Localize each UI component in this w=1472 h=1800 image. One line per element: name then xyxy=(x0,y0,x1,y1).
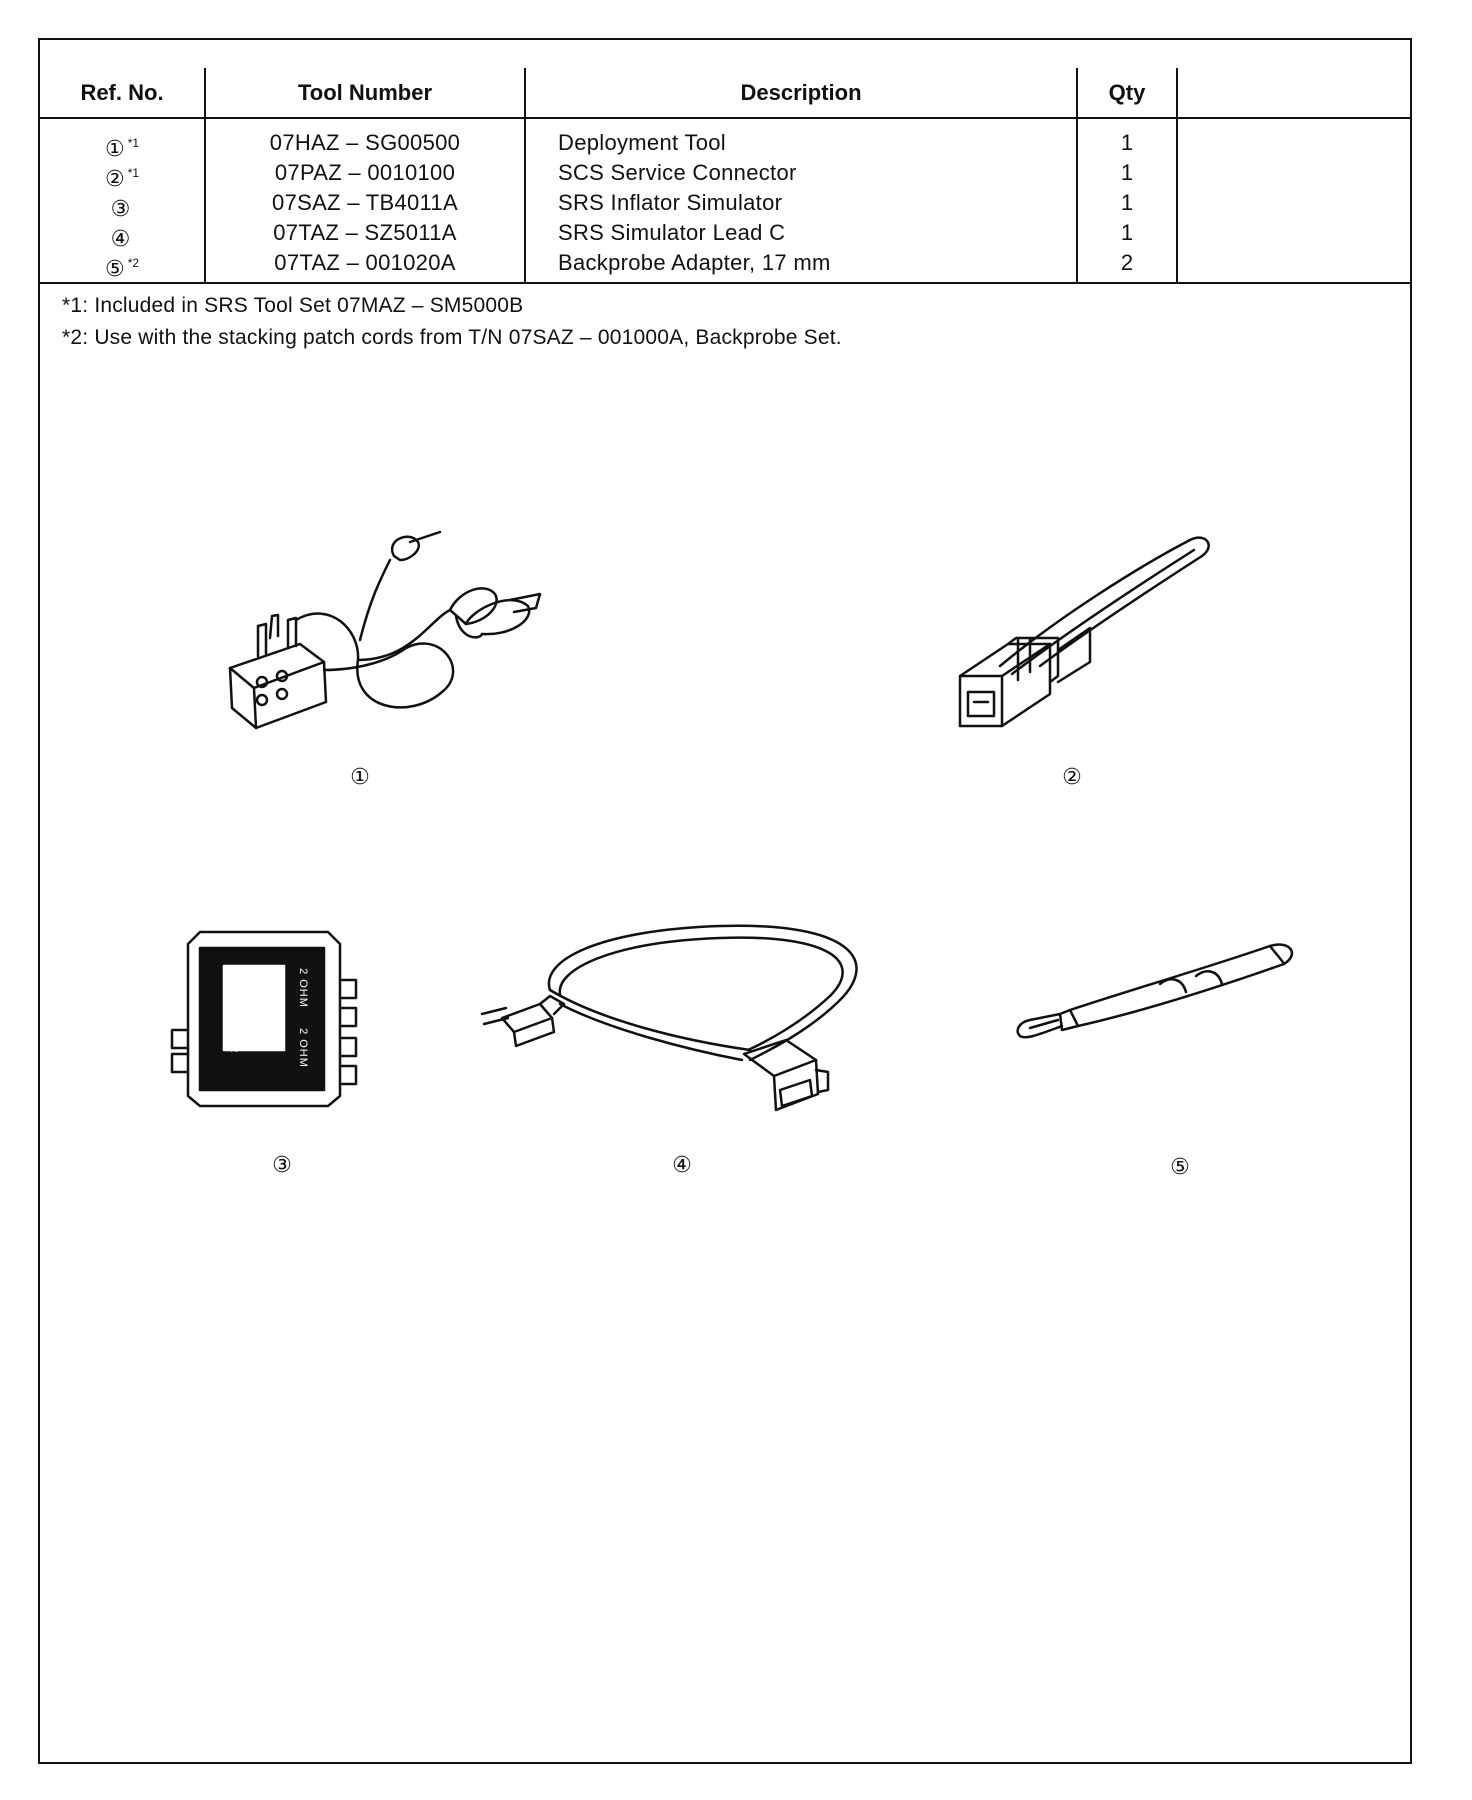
deployment-tool-illustration xyxy=(210,520,570,750)
description-cell: SRS Simulator Lead C xyxy=(558,220,786,245)
qty-cell: 1 xyxy=(1120,190,1134,215)
tool-number-cell: 07HAZ – SG00500 xyxy=(269,130,461,155)
tool-number-cell: 07TAZ – 001020A xyxy=(274,250,456,275)
ohm-text-bottom: 2 OHM xyxy=(297,1028,309,1068)
header-tool-number: Tool Number xyxy=(297,80,433,105)
table-row xyxy=(40,158,1410,191)
figure-3-label: ③ xyxy=(272,1152,292,1177)
tool-table xyxy=(40,40,1410,284)
ref-cell: ① $^{*1}$ xyxy=(104,136,140,161)
footnote-1: *1: Included in SRS Tool Set 07MAZ – SM5000B xyxy=(62,294,524,317)
ref-cell: ② $^{*1}$ xyxy=(104,166,140,191)
jumper-text: JUMPER xyxy=(228,1002,240,1054)
table-row xyxy=(40,128,1410,161)
header-divider xyxy=(40,117,1410,119)
table-row xyxy=(40,188,1410,221)
inflator-simulator-drawing xyxy=(160,920,380,1110)
header-description: Description xyxy=(740,80,862,105)
qty-cell: 1 xyxy=(1120,130,1134,155)
document-frame xyxy=(38,38,1412,1764)
description-cell: SCS Service Connector xyxy=(558,160,797,185)
description-cell: Backprobe Adapter, 17 mm xyxy=(558,250,831,275)
ref-cell: ⑤ $^{*2}$ xyxy=(104,256,140,281)
figure-2-label: ② xyxy=(1062,764,1082,789)
footnotes xyxy=(62,290,842,354)
ohm-text-top: 2 OHM xyxy=(297,968,309,1008)
table-row xyxy=(40,248,1410,281)
service-connector-illustration xyxy=(940,526,1260,756)
simulator-lead-illustration xyxy=(480,900,920,1120)
figure-5-label: ⑤ xyxy=(1170,1154,1190,1179)
figure-1-label: ① xyxy=(350,764,370,789)
qty-cell: 1 xyxy=(1120,220,1134,245)
ref-cell: ③ xyxy=(110,196,131,221)
qty-cell: 2 xyxy=(1120,250,1134,275)
inflator-simulator-illustration xyxy=(160,920,380,1110)
ref-cell: ④ xyxy=(110,226,131,251)
tool-number-cell: 07SAZ – TB4011A xyxy=(272,190,458,215)
description-cell: SRS Inflator Simulator xyxy=(558,190,783,215)
header-qty: Qty xyxy=(1108,80,1146,105)
description-cell: Deployment Tool xyxy=(558,130,726,155)
tool-number-cell: 07PAZ – 0010100 xyxy=(274,160,456,185)
tool-number-cell: 07TAZ – SZ5011A xyxy=(273,220,457,245)
footnote-2: *2: Use with the stacking patch cords from T/N 07SAZ – 001000A, Backprobe Set. xyxy=(62,326,842,349)
header-ref-no: Ref. No. xyxy=(80,80,164,105)
qty-cell: 1 xyxy=(1120,160,1134,185)
backprobe-adapter-illustration xyxy=(1000,920,1320,1060)
figure-4-label: ④ xyxy=(672,1152,692,1177)
table-row xyxy=(40,218,1410,251)
